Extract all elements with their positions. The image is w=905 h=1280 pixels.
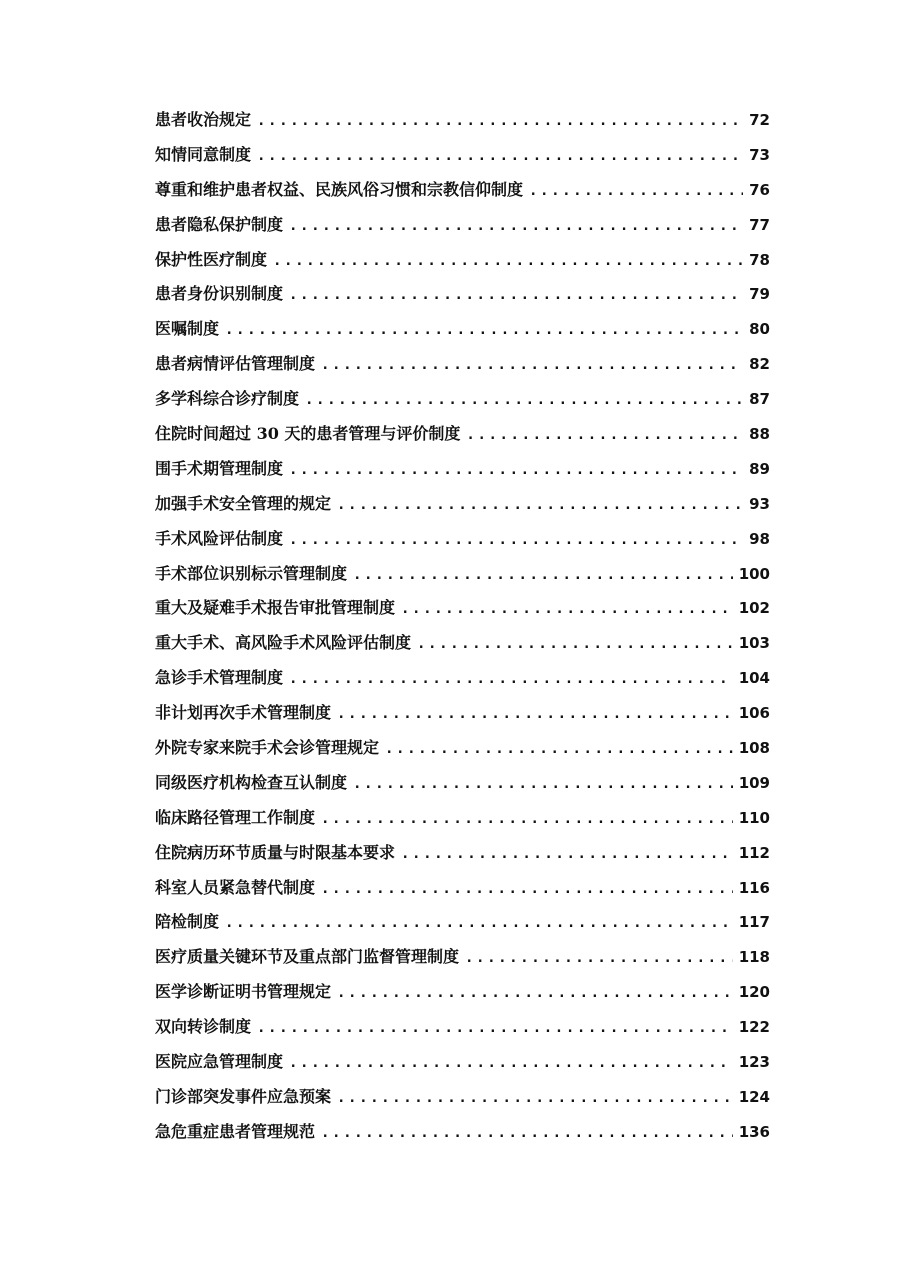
toc-entry — [155, 1014, 770, 1049]
toc-dot-leader — [465, 950, 733, 966]
toc-entry — [155, 979, 770, 1014]
toc-entry-title: 手术风险评估制度 — [155, 528, 284, 548]
toc-dot-leader — [289, 671, 733, 687]
toc-entry-page-number: 82 — [749, 355, 770, 374]
toc-entry-title: 围手术期管理制度 — [155, 458, 284, 478]
toc-entry — [155, 1084, 770, 1119]
toc-entry — [155, 107, 770, 142]
toc-dot-leader — [321, 1125, 733, 1141]
toc-dot-leader — [529, 183, 743, 199]
toc-entry-title: 临床路径管理工作制度 — [155, 807, 316, 827]
toc-entry-title: 重大手术、高风险手术风险评估制度 — [155, 633, 412, 653]
toc-dot-leader — [321, 357, 743, 373]
toc-entry-title: 住院时间超过 30 天的患者管理与评价制度 — [155, 424, 461, 444]
toc-entry-title: 急危重症患者管理规范 — [155, 1121, 316, 1141]
toc-dot-leader — [289, 532, 743, 548]
toc-entry-title: 医疗质量关键环节及重点部门监督管理制度 — [155, 947, 460, 967]
toc-entry-page-number: 87 — [749, 390, 770, 409]
toc-entry-title: 保护性医疗制度 — [155, 249, 268, 269]
toc-dot-leader — [353, 776, 733, 792]
toc-dot-leader — [225, 322, 743, 338]
toc-dot-leader — [401, 846, 733, 862]
toc-entry — [155, 595, 770, 630]
toc-entry-page-number: 76 — [749, 180, 770, 199]
toc-entry — [155, 421, 770, 456]
toc-entry — [155, 665, 770, 700]
toc-entry — [155, 770, 770, 805]
toc-entry — [155, 386, 770, 421]
toc-entry-page-number: 106 — [738, 704, 770, 723]
toc-dot-leader — [289, 218, 743, 234]
toc-entry-title: 患者收治规定 — [155, 110, 252, 129]
toc-entry-page-number: 136 — [738, 1122, 770, 1141]
toc-entry-page-number: 124 — [738, 1087, 770, 1106]
toc-entry-title: 陪检制度 — [155, 912, 220, 932]
toc-entry — [155, 177, 770, 212]
toc-entry-title: 非计划再次手术管理制度 — [155, 703, 332, 723]
toc-entry-page-number: 103 — [738, 634, 770, 653]
toc-entry — [155, 316, 770, 351]
toc-entry — [155, 561, 770, 596]
toc-entry-title: 加强手术安全管理的规定 — [155, 493, 332, 513]
toc-entry-page-number: 120 — [738, 983, 770, 1002]
toc-entry — [155, 805, 770, 840]
toc-entry — [155, 1119, 770, 1154]
toc-entry-title: 尊重和维护患者权益、民族风俗习惯和宗教信仰制度 — [155, 179, 524, 199]
toc-entry-page-number: 123 — [738, 1053, 770, 1072]
toc-entry — [155, 700, 770, 735]
toc-entry-title: 医嘱制度 — [155, 319, 220, 339]
toc-dot-leader — [225, 915, 733, 931]
toc-entry-title: 外院专家来院手术会诊管理规定 — [155, 738, 380, 758]
toc-dot-leader — [466, 427, 743, 443]
toc-entry-page-number: 78 — [749, 250, 770, 269]
toc-dot-leader — [257, 113, 743, 129]
toc-entry-page-number: 73 — [749, 145, 770, 164]
toc-dot-leader — [289, 1055, 733, 1071]
toc-entry — [155, 526, 770, 561]
toc-entry-title: 患者隐私保护制度 — [155, 214, 284, 234]
toc-dot-leader — [305, 392, 743, 408]
toc-entry-page-number: 80 — [749, 320, 770, 339]
toc-dot-leader — [289, 462, 743, 478]
toc-entry-title: 医院应急管理制度 — [155, 1052, 284, 1072]
toc-entry — [155, 142, 770, 177]
toc-entry-title: 同级医疗机构检查互认制度 — [155, 772, 348, 792]
toc-entry — [155, 630, 770, 665]
toc-dot-leader — [321, 811, 733, 827]
toc-dot-leader — [353, 567, 733, 583]
toc-entry — [155, 281, 770, 316]
toc-dot-leader — [337, 985, 733, 1001]
toc-entry-page-number: 109 — [738, 773, 770, 792]
toc-entry-page-number: 104 — [738, 669, 770, 688]
toc-entry-title: 门诊部突发事件应急预案 — [155, 1086, 332, 1106]
toc-entry — [155, 944, 770, 979]
toc-entry — [155, 351, 770, 386]
toc-entry — [155, 212, 770, 247]
toc-dot-leader — [337, 1090, 733, 1106]
toc-dot-leader — [257, 1020, 733, 1036]
toc-entry — [155, 840, 770, 875]
toc-dot-leader — [337, 497, 743, 513]
toc-entry-page-number: 122 — [738, 1018, 770, 1037]
toc-entry-title: 多学科综合诊疗制度 — [155, 389, 300, 409]
toc-entry — [155, 247, 770, 282]
toc-entry-page-number: 102 — [738, 599, 770, 618]
toc-dot-leader — [321, 881, 733, 897]
toc-entry — [155, 1049, 770, 1084]
toc-dot-leader — [257, 148, 743, 164]
toc-entry — [155, 909, 770, 944]
toc-entry — [155, 456, 770, 491]
toc-entry-page-number: 108 — [738, 739, 770, 758]
toc-entry-page-number: 98 — [749, 529, 770, 548]
table-of-contents — [155, 107, 770, 1154]
toc-entry-page-number: 72 — [749, 111, 770, 129]
toc-dot-leader — [273, 253, 743, 269]
toc-entry-page-number: 116 — [738, 878, 770, 897]
toc-dot-leader — [401, 601, 733, 617]
toc-entry-title: 知情同意制度 — [155, 144, 252, 164]
toc-entry-page-number: 112 — [738, 843, 770, 862]
toc-entry-title: 急诊手术管理制度 — [155, 668, 284, 688]
toc-dot-leader — [289, 287, 743, 303]
toc-entry-title: 患者身份识别制度 — [155, 284, 284, 304]
toc-entry — [155, 491, 770, 526]
toc-dot-leader — [385, 741, 733, 757]
toc-entry-title: 重大及疑难手术报告审批管理制度 — [155, 598, 396, 618]
toc-entry-title: 患者病情评估管理制度 — [155, 354, 316, 374]
toc-entry-page-number: 100 — [738, 564, 770, 583]
toc-entry-title: 双向转诊制度 — [155, 1017, 252, 1037]
toc-entry-page-number: 117 — [738, 913, 770, 932]
toc-entry-page-number: 93 — [749, 494, 770, 513]
toc-entry-title: 手术部位识别标示管理制度 — [155, 563, 348, 583]
toc-dot-leader — [337, 706, 733, 722]
toc-entry-title: 医学诊断证明书管理规定 — [155, 982, 332, 1002]
toc-entry — [155, 875, 770, 910]
toc-entry-title: 住院病历环节质量与时限基本要求 — [155, 842, 396, 862]
toc-entry-page-number: 79 — [749, 285, 770, 304]
toc-entry-page-number: 118 — [738, 948, 770, 967]
toc-entry — [155, 735, 770, 770]
toc-entry-page-number: 77 — [749, 215, 770, 234]
toc-entry-page-number: 88 — [749, 425, 770, 444]
toc-entry-page-number: 89 — [749, 459, 770, 478]
toc-dot-leader — [417, 636, 733, 652]
toc-entry-title: 科室人员紧急替代制度 — [155, 877, 316, 897]
toc-entry-page-number: 110 — [738, 808, 770, 827]
